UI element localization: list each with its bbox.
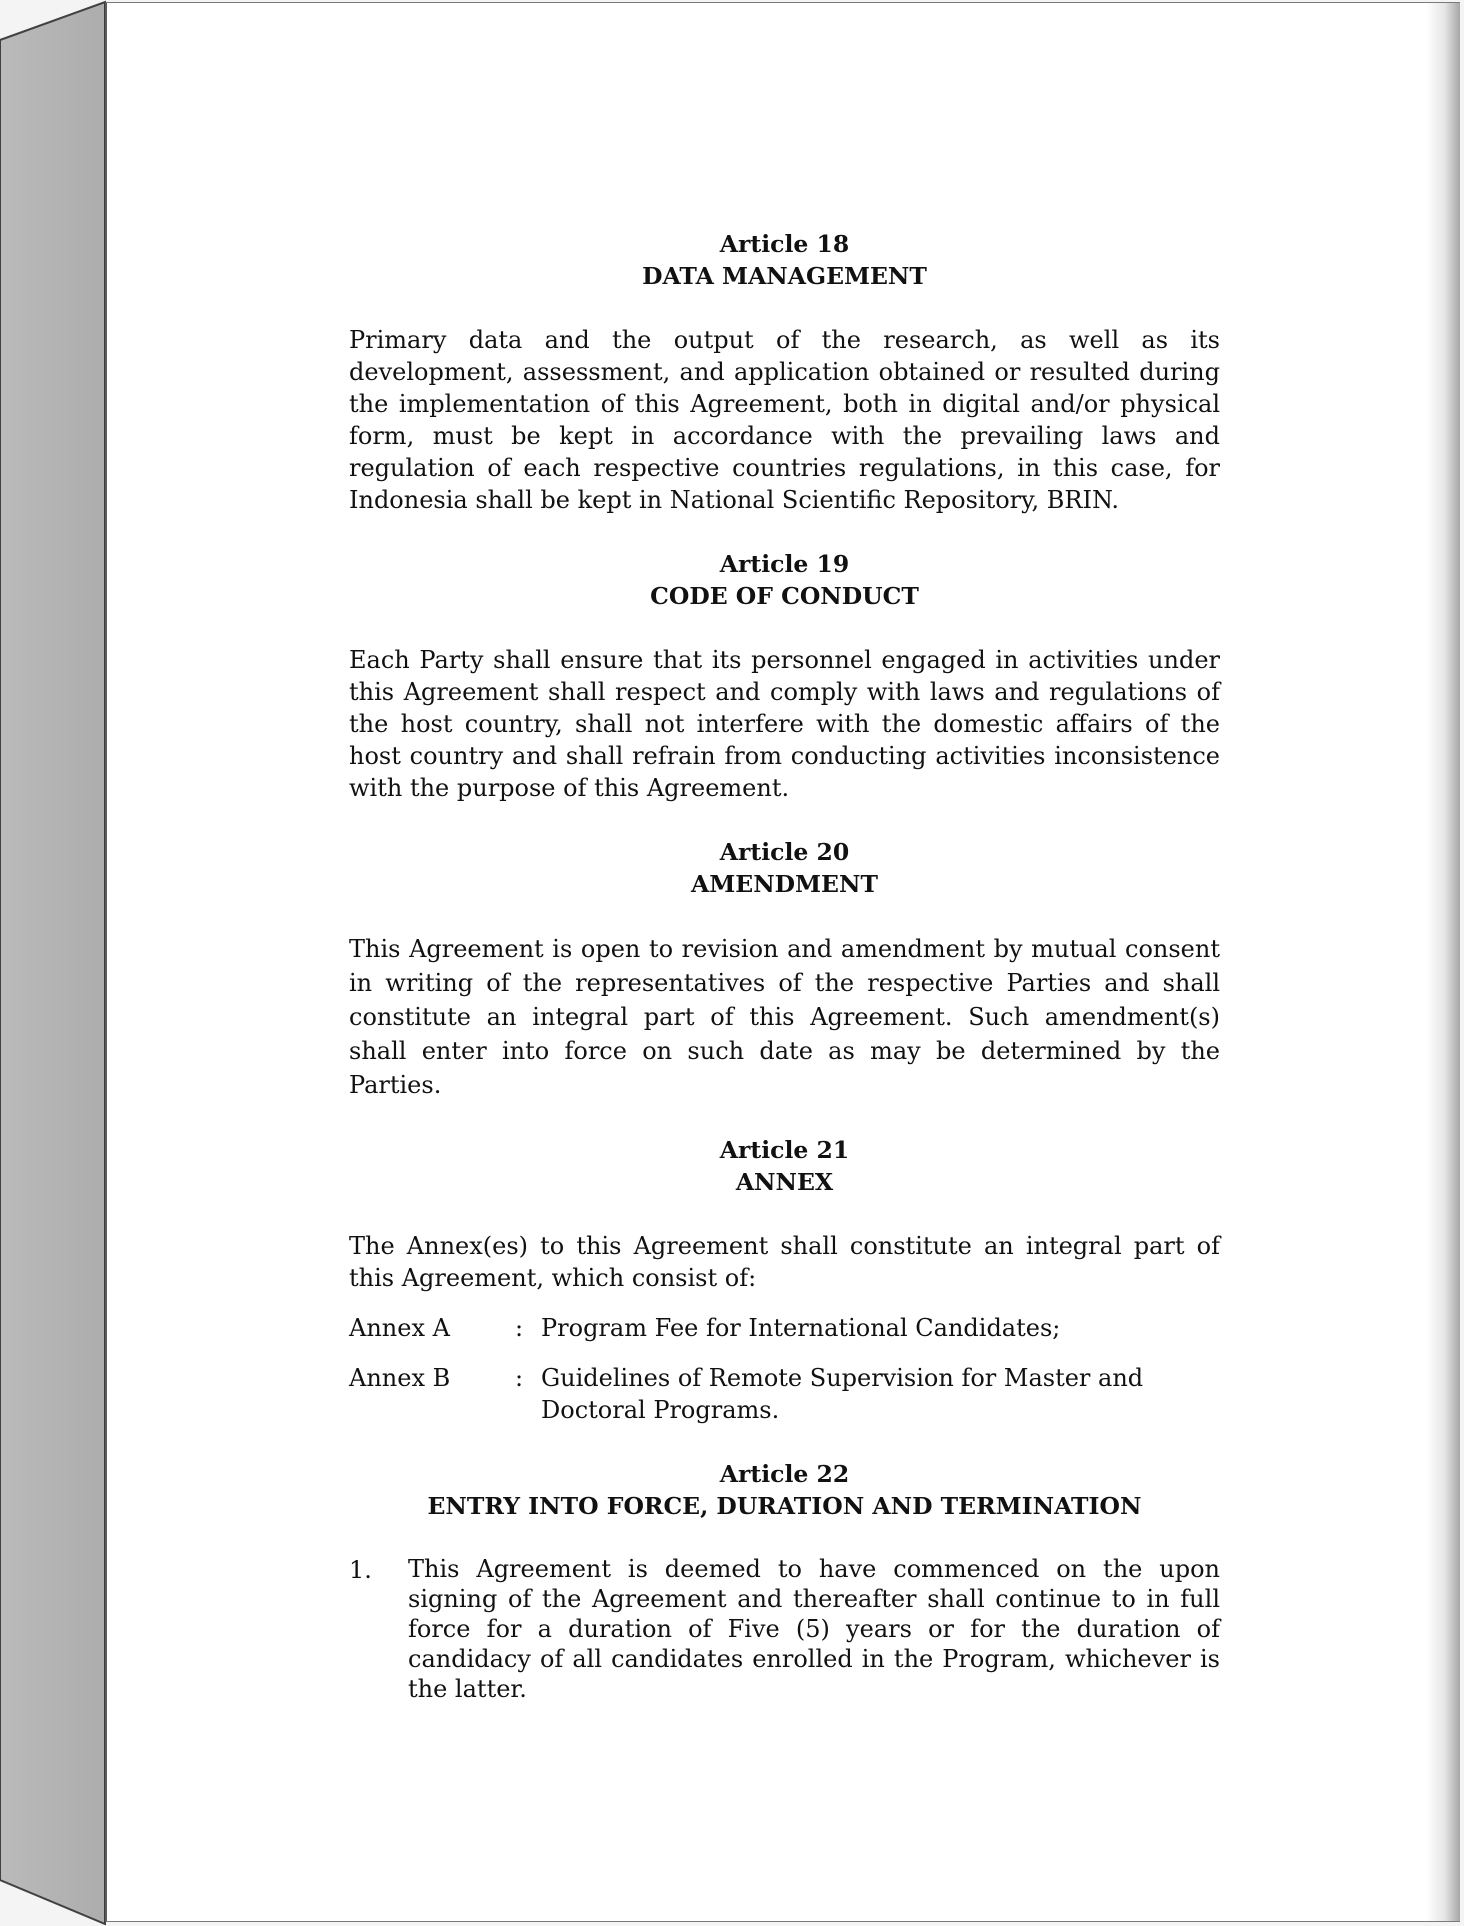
annex-label: Annex B [349,1364,451,1392]
annex-colon: : [515,1314,524,1342]
annex-item [349,1362,1220,1426]
annex-label: Annex A [349,1314,450,1342]
annex-colon: : [515,1364,524,1392]
article-number: Article 21 [719,1136,850,1164]
article-body: Primary data and the output of the research, as well as its development, assessment, and application obtained or resulted during the implementation of this Agreement, both in digital and/or physical form, must be kept in accordance with the prevailing laws and regulation of each respective countries regulations, in this case, for Indonesia shall be kept in National Scientific Repository, BRIN. [349,326,1220,514]
article-title: ANNEX [735,1168,834,1196]
document-content [349,228,1220,1704]
article-body: Each Party shall ensure that its personnel engaged in activities under this Agreement shall respect and comply with laws and regulations of the host country, shall not interfere with the domestic affairs of the host country and shall refrain from conducting activities inconsistence with the purpose of this Agreement. [349,646,1220,802]
item-number: 1. [349,1556,372,1584]
book-spine [0,0,110,1926]
article-20-section [349,836,1220,1102]
article-body: The Annex(es) to this Agreement shall constitute an integral part of this Agreement, which consist of: [349,1232,1220,1292]
page-edge-shadow [1426,3,1460,1921]
numbered-item [349,1554,1220,1704]
article-number: Article 18 [719,230,850,258]
article-title: CODE OF CONDUCT [650,582,919,610]
article-number: Article 22 [719,1460,850,1488]
article-number: Article 20 [719,838,850,866]
annex-description: Guidelines of Remote Supervision for Master and Doctoral Programs. [541,1364,1144,1424]
annex-item [349,1312,1220,1344]
article-21-section [349,1134,1220,1426]
article-title: DATA MANAGEMENT [642,262,927,290]
item-text: This Agreement is deemed to have commenced on the upon signing of the Agreement and thereafter shall continue to in full force for a duration of Five (5) years or for the duration of candidacy of all candidates enrolled in the Program, whichever is the latter. [408,1555,1220,1703]
article-body: This Agreement is open to revision and amendment by mutual consent in writing of the representatives of the respective Parties and shall constitute an integral part of this Agreement. Such amendment(s) shall enter into force on such date as may be determined by the Parties. [349,935,1220,1099]
article-title: AMENDMENT [691,870,878,898]
article-22-section [349,1458,1220,1704]
article-19-section [349,548,1220,804]
article-18-section [349,228,1220,516]
annex-description: Program Fee for International Candidates; [541,1314,1061,1342]
article-number: Article 19 [719,550,850,578]
article-title: ENTRY INTO FORCE, DURATION AND TERMINATION [427,1492,1142,1520]
